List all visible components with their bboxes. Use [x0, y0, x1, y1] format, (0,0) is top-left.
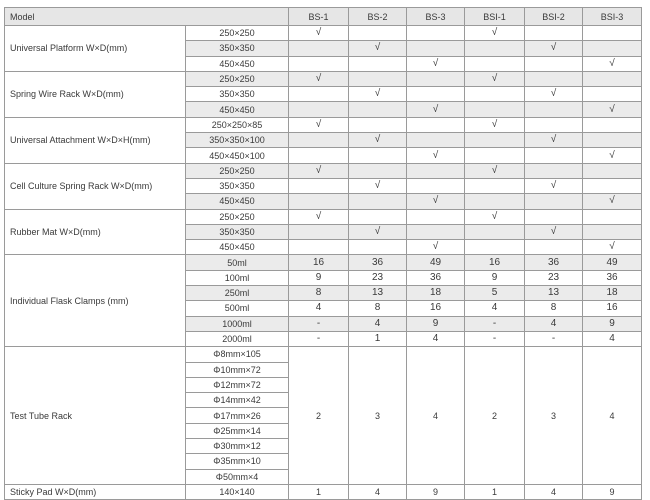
value-cell: √: [583, 240, 642, 255]
value-cell: [407, 163, 465, 178]
value-cell: 9: [407, 484, 465, 499]
value-cell: [465, 240, 525, 255]
size-cell: 350×350: [186, 224, 289, 239]
size-cell: 450×450: [186, 194, 289, 209]
category-label: Rubber Mat W×D(mm): [5, 209, 186, 255]
value-cell: [583, 71, 642, 86]
value-cell: [349, 71, 407, 86]
value-cell: [465, 178, 525, 193]
category-label: Sticky Pad W×D(mm): [5, 484, 186, 499]
value-cell: 2: [289, 347, 349, 485]
value-cell: 9: [407, 316, 465, 331]
value-cell: 8: [289, 286, 349, 301]
value-cell: [407, 133, 465, 148]
value-cell: [465, 56, 525, 71]
value-cell: 4: [349, 316, 407, 331]
value-cell: √: [583, 56, 642, 71]
size-cell: 250×250: [186, 71, 289, 86]
value-cell: [349, 240, 407, 255]
table-row: [5, 484, 642, 499]
value-cell: [289, 56, 349, 71]
value-cell: [525, 56, 583, 71]
value-cell: -: [465, 331, 525, 346]
value-cell: 1: [349, 331, 407, 346]
header-bs-3: BS-3: [407, 8, 465, 26]
size-cell: 250×250: [186, 163, 289, 178]
value-cell: √: [407, 56, 465, 71]
value-cell: [289, 102, 349, 117]
value-cell: 4: [465, 301, 525, 316]
value-cell: [583, 209, 642, 224]
value-cell: [465, 41, 525, 56]
value-cell: [349, 102, 407, 117]
value-cell: [465, 194, 525, 209]
value-cell: 5: [465, 286, 525, 301]
value-cell: 36: [407, 270, 465, 285]
value-cell: 36: [349, 255, 407, 270]
value-cell: [349, 117, 407, 132]
value-cell: [465, 224, 525, 239]
value-cell: 9: [583, 484, 642, 499]
size-cell: 350×350: [186, 178, 289, 193]
value-cell: √: [583, 102, 642, 117]
value-cell: 49: [407, 255, 465, 270]
value-cell: [525, 209, 583, 224]
header-bs-2: BS-2: [349, 8, 407, 26]
value-cell: [525, 148, 583, 163]
value-cell: [349, 56, 407, 71]
size-cell: Φ17mm×26: [186, 408, 289, 423]
size-cell: Φ25mm×14: [186, 423, 289, 438]
value-cell: [407, 71, 465, 86]
value-cell: [525, 194, 583, 209]
value-cell: [349, 209, 407, 224]
value-cell: 18: [583, 286, 642, 301]
table-row: [5, 255, 642, 270]
value-cell: √: [407, 194, 465, 209]
value-cell: 1: [289, 484, 349, 499]
size-cell: 500ml: [186, 301, 289, 316]
value-cell: [349, 194, 407, 209]
value-cell: 36: [525, 255, 583, 270]
value-cell: -: [465, 316, 525, 331]
size-cell: 350×350×100: [186, 133, 289, 148]
value-cell: √: [525, 87, 583, 102]
value-cell: √: [583, 194, 642, 209]
value-cell: [289, 87, 349, 102]
value-cell: [583, 41, 642, 56]
value-cell: [349, 26, 407, 41]
value-cell: 16: [583, 301, 642, 316]
value-cell: [525, 163, 583, 178]
value-cell: [349, 148, 407, 163]
value-cell: √: [465, 163, 525, 178]
value-cell: √: [525, 224, 583, 239]
value-cell: -: [289, 316, 349, 331]
value-cell: √: [525, 41, 583, 56]
value-cell: 4: [525, 316, 583, 331]
category-label: Spring Wire Rack W×D(mm): [5, 71, 186, 117]
size-cell: 2000ml: [186, 331, 289, 346]
value-cell: 18: [407, 286, 465, 301]
value-cell: 9: [583, 316, 642, 331]
size-cell: 350×350: [186, 87, 289, 102]
category-label: Individual Flask Clamps (mm): [5, 255, 186, 347]
value-cell: √: [525, 133, 583, 148]
value-cell: [583, 117, 642, 132]
category-label: Universal Attachment W×D×H(mm): [5, 117, 186, 163]
value-cell: [289, 148, 349, 163]
value-cell: [465, 133, 525, 148]
value-cell: 4: [583, 347, 642, 485]
value-cell: √: [407, 102, 465, 117]
category-label: Test Tube Rack: [5, 347, 186, 485]
header-bsi-1: BSI-1: [465, 8, 525, 26]
value-cell: -: [289, 331, 349, 346]
value-cell: 9: [465, 270, 525, 285]
size-cell: Φ50mm×4: [186, 469, 289, 484]
header-bsi-3: BSI-3: [583, 8, 642, 26]
header-row: [5, 8, 642, 26]
size-cell: Φ12mm×72: [186, 377, 289, 392]
header-bsi-2: BSI-2: [525, 8, 583, 26]
size-cell: Φ30mm×12: [186, 439, 289, 454]
value-cell: 1: [465, 484, 525, 499]
specification-table: [4, 7, 642, 500]
value-cell: [465, 148, 525, 163]
value-cell: 4: [583, 331, 642, 346]
value-cell: 13: [349, 286, 407, 301]
value-cell: √: [349, 41, 407, 56]
size-cell: Φ14mm×42: [186, 393, 289, 408]
value-cell: 49: [583, 255, 642, 270]
category-label: Universal Platform W×D(mm): [5, 26, 186, 72]
value-cell: [583, 224, 642, 239]
value-cell: [525, 240, 583, 255]
value-cell: [407, 26, 465, 41]
value-cell: 23: [349, 270, 407, 285]
value-cell: √: [289, 163, 349, 178]
value-cell: 36: [583, 270, 642, 285]
size-cell: 1000ml: [186, 316, 289, 331]
value-cell: [289, 178, 349, 193]
value-cell: [583, 133, 642, 148]
value-cell: 16: [465, 255, 525, 270]
value-cell: 4: [407, 331, 465, 346]
value-cell: √: [289, 117, 349, 132]
value-cell: 16: [289, 255, 349, 270]
size-cell: Φ8mm×105: [186, 347, 289, 362]
value-cell: √: [465, 209, 525, 224]
value-cell: 4: [525, 484, 583, 499]
value-cell: [349, 163, 407, 178]
value-cell: [525, 117, 583, 132]
value-cell: √: [289, 26, 349, 41]
value-cell: 9: [289, 270, 349, 285]
size-cell: 50ml: [186, 255, 289, 270]
value-cell: 4: [407, 347, 465, 485]
value-cell: √: [583, 148, 642, 163]
value-cell: √: [465, 71, 525, 86]
value-cell: [465, 102, 525, 117]
size-cell: 450×450: [186, 56, 289, 71]
value-cell: [583, 26, 642, 41]
size-cell: 450×450: [186, 102, 289, 117]
value-cell: 8: [525, 301, 583, 316]
value-cell: √: [349, 87, 407, 102]
value-cell: [289, 41, 349, 56]
value-cell: [289, 194, 349, 209]
spec-table-wrapper: [4, 7, 642, 500]
size-cell: 350×350: [186, 41, 289, 56]
table-row: [5, 163, 642, 178]
size-cell: 250×250: [186, 26, 289, 41]
value-cell: [407, 209, 465, 224]
table-row: [5, 71, 642, 86]
size-cell: 250×250: [186, 209, 289, 224]
value-cell: √: [465, 26, 525, 41]
table-body: [5, 26, 642, 500]
value-cell: [289, 240, 349, 255]
value-cell: [407, 178, 465, 193]
value-cell: √: [407, 148, 465, 163]
value-cell: [583, 163, 642, 178]
value-cell: 13: [525, 286, 583, 301]
value-cell: [289, 133, 349, 148]
value-cell: 8: [349, 301, 407, 316]
value-cell: 4: [289, 301, 349, 316]
value-cell: √: [465, 117, 525, 132]
value-cell: [525, 102, 583, 117]
value-cell: 3: [349, 347, 407, 485]
value-cell: √: [349, 178, 407, 193]
value-cell: [407, 224, 465, 239]
value-cell: √: [349, 133, 407, 148]
value-cell: √: [289, 209, 349, 224]
value-cell: 16: [407, 301, 465, 316]
value-cell: [583, 178, 642, 193]
value-cell: [289, 224, 349, 239]
size-cell: 140×140: [186, 484, 289, 499]
value-cell: 3: [525, 347, 583, 485]
value-cell: [583, 87, 642, 102]
value-cell: √: [407, 240, 465, 255]
size-cell: 250ml: [186, 286, 289, 301]
value-cell: [465, 87, 525, 102]
header-model: Model: [5, 8, 289, 26]
value-cell: [407, 117, 465, 132]
table-row: [5, 347, 642, 362]
value-cell: 2: [465, 347, 525, 485]
table-row: [5, 209, 642, 224]
size-cell: 450×450×100: [186, 148, 289, 163]
category-label: Cell Culture Spring Rack W×D(mm): [5, 163, 186, 209]
value-cell: [407, 41, 465, 56]
header-bs-1: BS-1: [289, 8, 349, 26]
value-cell: √: [289, 71, 349, 86]
value-cell: [407, 87, 465, 102]
value-cell: [525, 26, 583, 41]
size-cell: Φ10mm×72: [186, 362, 289, 377]
size-cell: 250×250×85: [186, 117, 289, 132]
value-cell: 23: [525, 270, 583, 285]
value-cell: -: [525, 331, 583, 346]
value-cell: √: [349, 224, 407, 239]
table-row: [5, 117, 642, 132]
value-cell: √: [525, 178, 583, 193]
value-cell: [525, 71, 583, 86]
table-row: [5, 26, 642, 41]
size-cell: 100ml: [186, 270, 289, 285]
size-cell: 450×450: [186, 240, 289, 255]
value-cell: 4: [349, 484, 407, 499]
size-cell: Φ35mm×10: [186, 454, 289, 469]
